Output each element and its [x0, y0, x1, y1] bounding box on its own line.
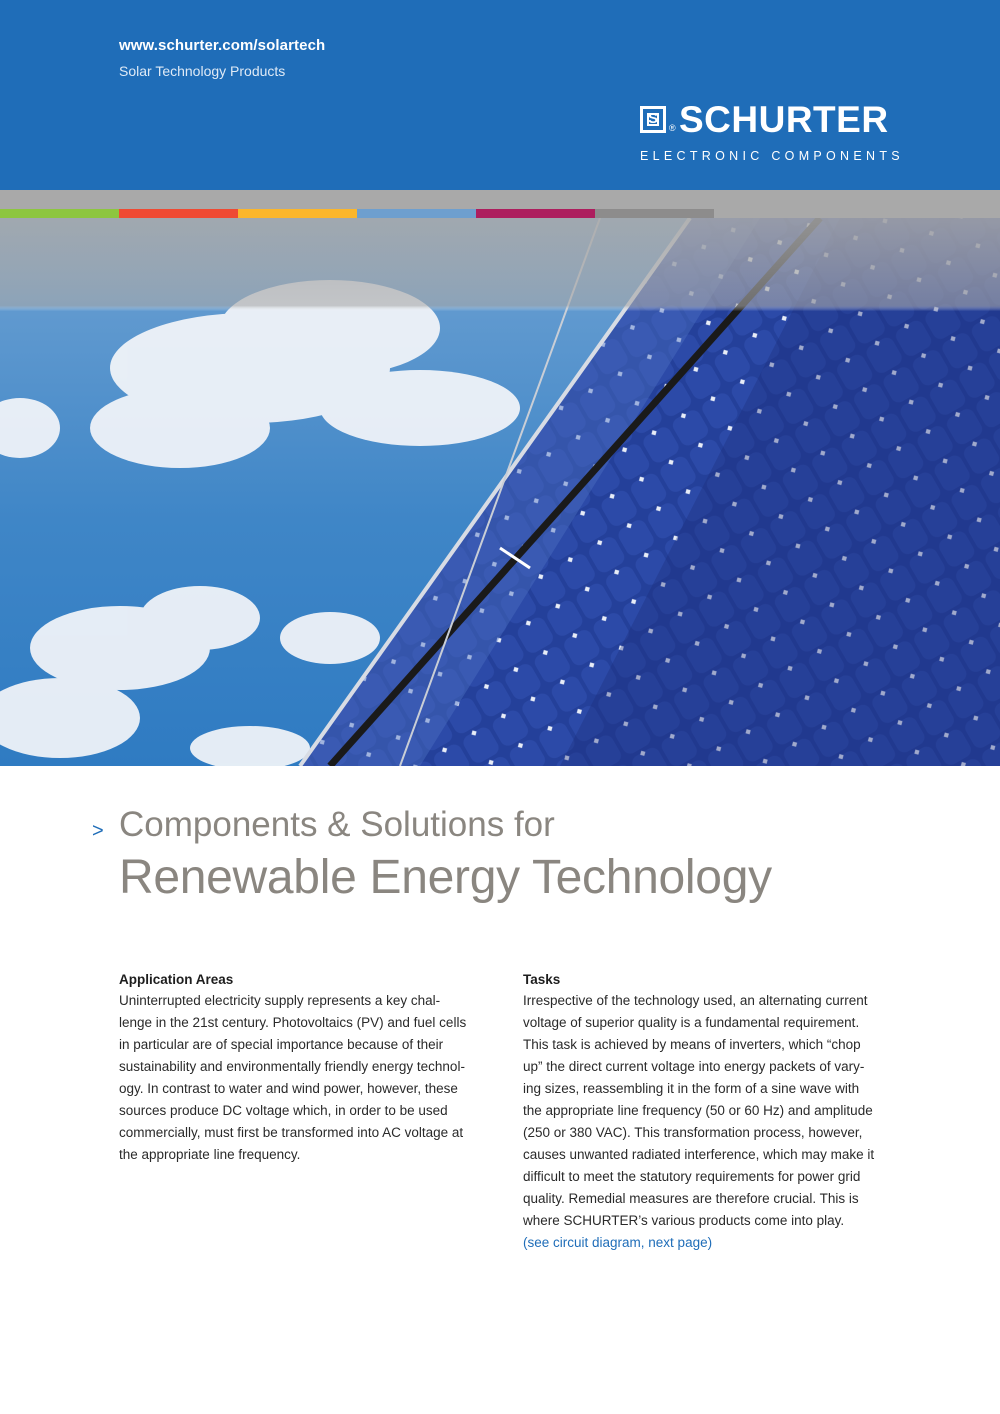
registered-mark: ® — [669, 123, 676, 133]
stripe-magenta — [476, 209, 595, 218]
application-areas-text: Uninterrupted electricity supply represents a key chal- lenge in the 21st century. Photovoltaics (PV) and fuel cells in particular are of special importance because of their sustainability and environmentally friendly energy technol- ogy. In contrast to water and wind power, however, these sources produce DC voltage which, in order to be used commercially, must first be transformed into AC voltage at the appropriate line frequency. — [119, 993, 467, 1162]
application-areas-column — [119, 972, 499, 1166]
tasks-column — [523, 972, 903, 1254]
stripe-gray — [595, 209, 714, 218]
caret-icon: > — [92, 820, 104, 842]
heading-line-2: Renewable Energy Technology — [119, 851, 772, 904]
solar-panel-photo — [0, 218, 1000, 766]
stripe-red — [119, 209, 238, 218]
application-areas-title: Application Areas — [119, 972, 234, 987]
website-url[interactable]: www.schurter.com/solartech — [119, 37, 326, 54]
header-subtitle: Solar Technology Products — [119, 63, 286, 79]
tasks-title: Tasks — [523, 972, 561, 987]
logo-wordmark: SCHURTER — [679, 99, 889, 140]
stripe-blue — [357, 209, 476, 218]
tasks-text: Irrespective of the technology used, an alternating current voltage of superior quality is a fundamental requirement. This task is achieved by means of inverters, which “chop up” the direct current voltage into energy packets of vary- ing sizes, reassembling it in the form of a sine wave with the appropriate line frequency (50 or 60 Hz) and amplitude (250 or 380 VAC). This transformation process, however, causes unwanted radiated interference, which may make it difficult to meet the statutory requirements for power grid quality. Remedial measures are therefore crucial. This is where SCHURTER’s various products come into play. — [523, 993, 875, 1228]
header-banner — [0, 0, 1000, 190]
heading-line-1: Components & Solutions for — [119, 805, 555, 844]
circuit-diagram-link[interactable]: (see circuit diagram, next page) — [523, 1235, 713, 1250]
stripe-yellow — [238, 209, 357, 218]
stripe-green — [0, 209, 119, 218]
color-stripes — [0, 209, 714, 218]
schurter-logo — [638, 99, 938, 173]
schurter-mark-icon: S — [640, 106, 666, 133]
logo-tagline: ELECTRONIC COMPONENTS — [640, 149, 904, 163]
